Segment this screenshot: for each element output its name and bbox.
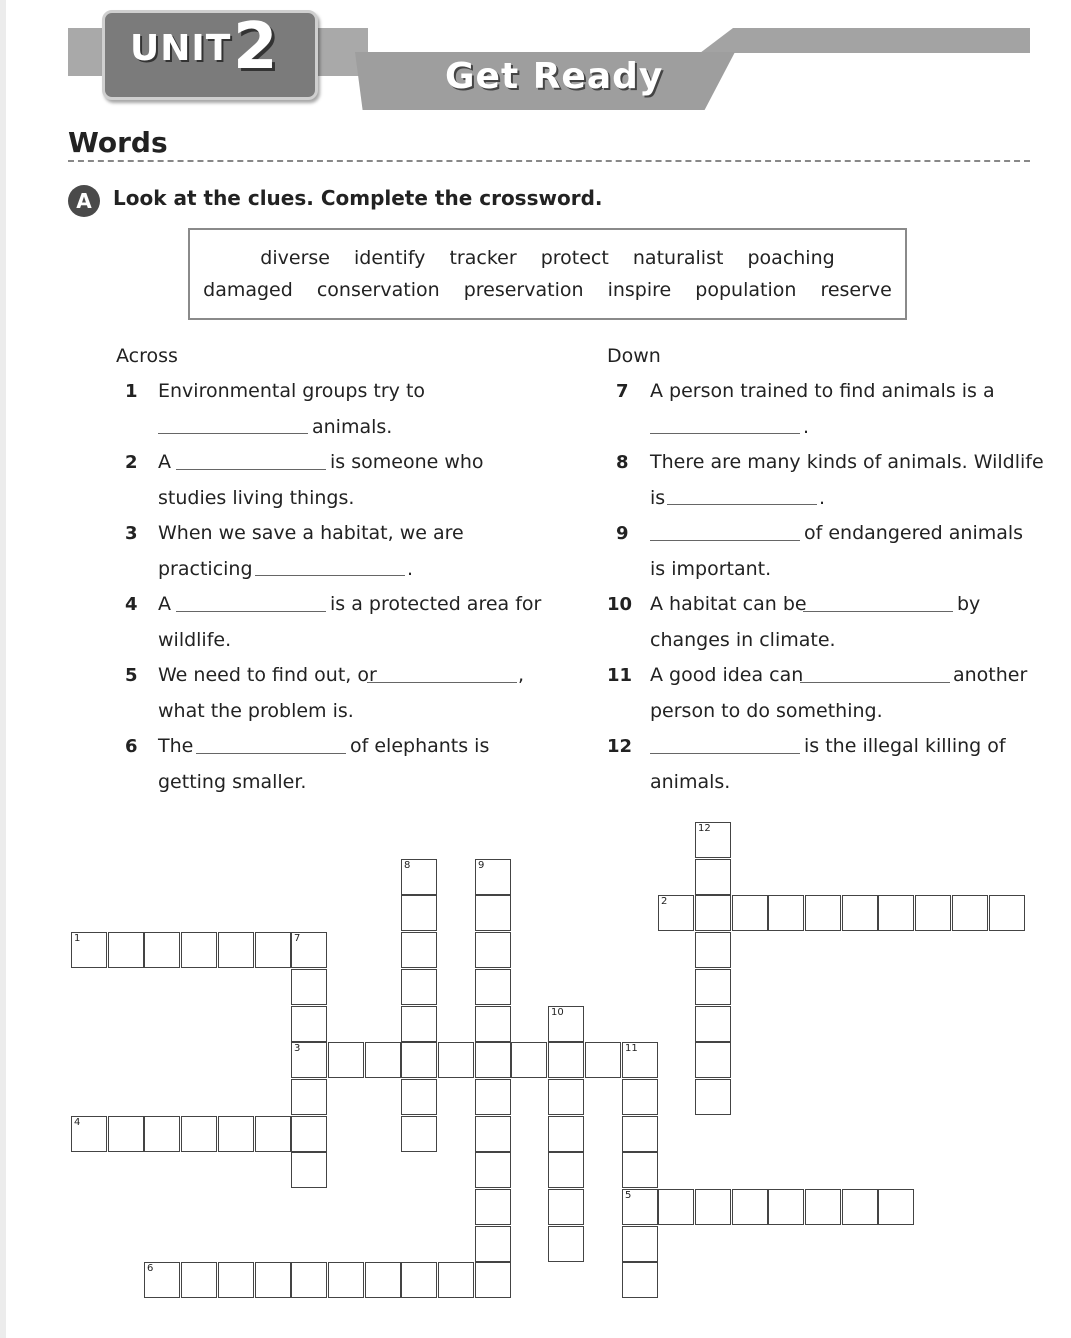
crossword-cell[interactable] xyxy=(548,1042,584,1078)
crossword-cell[interactable] xyxy=(622,1116,658,1152)
crossword-cell[interactable] xyxy=(622,1042,658,1078)
crossword-cell[interactable] xyxy=(805,1189,841,1225)
answer-blank[interactable] xyxy=(800,682,950,683)
crossword-cell[interactable] xyxy=(475,1116,511,1152)
clue-text: getting smaller. xyxy=(158,771,307,793)
clue-number: 7 xyxy=(616,381,629,402)
crossword-cell[interactable] xyxy=(695,969,731,1005)
clue-text: by xyxy=(957,593,981,615)
crossword-cell[interactable] xyxy=(658,1189,694,1225)
clue-number: 12 xyxy=(607,736,633,757)
lesson-title: Get Ready xyxy=(445,56,664,97)
clue-text: Environmental groups try to xyxy=(158,380,426,402)
clue-text: A xyxy=(158,593,171,615)
clue-number: 11 xyxy=(607,665,633,686)
word-bank-item: population xyxy=(695,279,797,301)
crossword-cell[interactable] xyxy=(475,1042,511,1078)
crossword-cell[interactable] xyxy=(255,932,291,968)
crossword-cell[interactable] xyxy=(548,1226,584,1262)
crossword-cell[interactable] xyxy=(291,1042,327,1078)
crossword-cell[interactable] xyxy=(658,895,694,931)
clue-text: what the problem is. xyxy=(158,700,354,722)
clue-text: A xyxy=(158,451,171,473)
clue-number: 9 xyxy=(616,523,629,544)
crossword-cell[interactable] xyxy=(475,969,511,1005)
clue-number: 10 xyxy=(607,594,633,615)
crossword-cell[interactable] xyxy=(181,932,217,968)
crossword-cell[interactable] xyxy=(511,1042,547,1078)
crossword-cell[interactable] xyxy=(71,1116,107,1152)
clue-text: There are many kinds of animals. Wildlife xyxy=(650,451,1044,473)
answer-blank[interactable] xyxy=(196,753,346,754)
crossword-cell[interactable] xyxy=(842,895,878,931)
banner-band-right xyxy=(700,28,1030,53)
word-bank-item: identify xyxy=(354,247,426,269)
crossword-cell[interactable] xyxy=(475,859,511,895)
word-bank-row-2 xyxy=(190,279,905,301)
crossword-cell[interactable] xyxy=(218,1116,254,1152)
clue-text: . xyxy=(819,487,826,509)
crossword-cell[interactable] xyxy=(732,1189,768,1225)
crossword-cell[interactable] xyxy=(401,1116,437,1152)
word-bank-item: reserve xyxy=(820,279,892,301)
clue-text: of endangered animals xyxy=(804,522,1024,544)
crossword-cell[interactable] xyxy=(144,1262,180,1298)
crossword-cell[interactable] xyxy=(695,859,731,895)
crossword-cell[interactable] xyxy=(548,1079,584,1115)
crossword-cell[interactable] xyxy=(475,1262,511,1298)
clue-text: The xyxy=(158,735,194,757)
clue-text: is the illegal killing of xyxy=(804,735,1006,757)
clue-text: . xyxy=(803,416,810,438)
crossword-cell[interactable] xyxy=(401,859,437,895)
clue-text: is important. xyxy=(650,558,772,580)
crossword-cell[interactable] xyxy=(401,1006,437,1042)
crossword-cell[interactable] xyxy=(365,1262,401,1298)
word-bank-item: inspire xyxy=(607,279,672,301)
crossword-cell[interactable] xyxy=(548,1189,584,1225)
clue-text: animals. xyxy=(312,416,393,438)
crossword-cell[interactable] xyxy=(548,1152,584,1188)
crossword-cell[interactable] xyxy=(695,895,731,931)
answer-blank[interactable] xyxy=(650,433,800,434)
crossword-cell[interactable] xyxy=(291,1152,327,1188)
crossword-cell[interactable] xyxy=(291,1006,327,1042)
word-bank-item: protect xyxy=(540,247,609,269)
crossword-cell[interactable] xyxy=(475,1079,511,1115)
crossword-cell[interactable] xyxy=(585,1042,621,1078)
word-bank-item: poaching xyxy=(747,247,835,269)
word-bank xyxy=(188,228,907,320)
crossword-cell[interactable] xyxy=(548,1116,584,1152)
crossword-cell-number: 6 xyxy=(147,1263,154,1274)
crossword-cell[interactable] xyxy=(108,1116,144,1152)
clue-text: of elephants is xyxy=(350,735,490,757)
crossword-cell[interactable] xyxy=(181,1116,217,1152)
crossword-cell-number: 1 xyxy=(74,933,81,944)
section-title: Words xyxy=(68,126,168,159)
across-heading: Across xyxy=(116,345,178,367)
crossword-cell[interactable] xyxy=(768,895,804,931)
word-bank-item: damaged xyxy=(203,279,293,301)
crossword-cell[interactable] xyxy=(695,1079,731,1115)
answer-blank[interactable] xyxy=(650,753,800,754)
crossword-cell[interactable] xyxy=(695,1189,731,1225)
answer-blank[interactable] xyxy=(803,611,953,612)
crossword-cell[interactable] xyxy=(181,1262,217,1298)
clue-number: 2 xyxy=(125,452,138,473)
answer-blank[interactable] xyxy=(367,682,517,683)
crossword-cell-number: 10 xyxy=(551,1007,564,1018)
crossword-cell[interactable] xyxy=(805,895,841,931)
crossword-cell[interactable] xyxy=(218,932,254,968)
page-edge xyxy=(0,0,6,1338)
section-divider xyxy=(68,160,1030,162)
crossword-cell[interactable] xyxy=(878,1189,914,1225)
crossword-cell[interactable] xyxy=(475,1152,511,1188)
answer-blank[interactable] xyxy=(158,433,308,434)
clue-text: is someone who xyxy=(330,451,484,473)
exercise-instruction: Look at the clues. Complete the crossword. xyxy=(113,186,603,210)
crossword-cell[interactable] xyxy=(328,1262,364,1298)
crossword-cell[interactable] xyxy=(438,1262,474,1298)
clue-text: changes in climate. xyxy=(650,629,836,651)
crossword-cell[interactable] xyxy=(475,895,511,931)
crossword-cell[interactable] xyxy=(695,1006,731,1042)
crossword-cell[interactable] xyxy=(622,1189,658,1225)
clue-number: 1 xyxy=(125,381,138,402)
crossword-cell[interactable] xyxy=(291,1262,327,1298)
crossword-cell[interactable] xyxy=(401,895,437,931)
crossword-cell[interactable] xyxy=(622,1152,658,1188)
crossword-cell[interactable] xyxy=(622,1226,658,1262)
crossword-cell[interactable] xyxy=(401,1042,437,1078)
crossword-cell[interactable] xyxy=(291,1079,327,1115)
crossword-cell[interactable] xyxy=(475,1006,511,1042)
crossword-cell[interactable] xyxy=(622,1079,658,1115)
clue-text: We need to find out, or xyxy=(158,664,377,686)
crossword-cell[interactable] xyxy=(475,932,511,968)
clue-text: studies living things. xyxy=(158,487,355,509)
crossword-cell[interactable] xyxy=(291,969,327,1005)
answer-blank[interactable] xyxy=(255,575,405,576)
crossword-cell[interactable] xyxy=(622,1262,658,1298)
crossword-cell[interactable] xyxy=(401,932,437,968)
crossword-cell[interactable] xyxy=(732,895,768,931)
word-bank-item: preservation xyxy=(463,279,584,301)
crossword-cell-number: 12 xyxy=(698,823,711,834)
crossword-cell[interactable] xyxy=(475,1226,511,1262)
clue-text: is xyxy=(650,487,666,509)
clue-text: A habitat can be xyxy=(650,593,807,615)
crossword-cell[interactable] xyxy=(548,1006,584,1042)
clue-number: 4 xyxy=(125,594,138,615)
word-bank-item: tracker xyxy=(449,247,517,269)
clue-text: A good idea can xyxy=(650,664,804,686)
clue-number: 6 xyxy=(125,736,138,757)
crossword-cell[interactable] xyxy=(291,932,327,968)
crossword-cell[interactable] xyxy=(255,1262,291,1298)
clue-number: 5 xyxy=(125,665,138,686)
clue-text: When we save a habitat, we are xyxy=(158,522,464,544)
word-bank-item: diverse xyxy=(260,247,330,269)
crossword-cell[interactable] xyxy=(842,1189,878,1225)
clue-text: practicing xyxy=(158,558,253,580)
crossword-cell-number: 5 xyxy=(625,1190,632,1201)
crossword-cell[interactable] xyxy=(878,895,914,931)
clue-text: wildlife. xyxy=(158,629,232,651)
crossword-cell[interactable] xyxy=(144,932,180,968)
clue-text: . xyxy=(407,558,414,580)
crossword-cell[interactable] xyxy=(401,969,437,1005)
clue-text: is a protected area for xyxy=(330,593,542,615)
crossword-cell-number: 4 xyxy=(74,1117,81,1128)
answer-blank[interactable] xyxy=(176,611,326,612)
crossword-cell[interactable] xyxy=(291,1116,327,1152)
crossword-cell-number: 7 xyxy=(294,933,301,944)
crossword-cell[interactable] xyxy=(71,932,107,968)
crossword-cell[interactable] xyxy=(144,1116,180,1152)
clue-text: animals. xyxy=(650,771,731,793)
crossword-cell[interactable] xyxy=(915,895,951,931)
crossword-cell[interactable] xyxy=(989,895,1025,931)
crossword-cell[interactable] xyxy=(365,1042,401,1078)
clue-text: , xyxy=(518,664,525,686)
answer-blank[interactable] xyxy=(176,469,326,470)
clue-number: 3 xyxy=(125,523,138,544)
crossword-cell-number: 2 xyxy=(661,896,668,907)
crossword-cell[interactable] xyxy=(218,1262,254,1298)
exercise-badge: A xyxy=(68,185,100,217)
crossword-cell[interactable] xyxy=(475,1189,511,1225)
clue-text: another xyxy=(953,664,1028,686)
crossword-cell-number: 11 xyxy=(625,1043,638,1054)
crossword-cell[interactable] xyxy=(108,932,144,968)
word-bank-row-1 xyxy=(190,247,905,269)
crossword-cell[interactable] xyxy=(695,822,731,858)
crossword-cell[interactable] xyxy=(695,1042,731,1078)
crossword-cell[interactable] xyxy=(952,895,988,931)
clue-number: 8 xyxy=(616,452,629,473)
crossword-cell[interactable] xyxy=(695,932,731,968)
down-heading: Down xyxy=(607,345,661,367)
unit-number: 2 xyxy=(233,10,278,84)
crossword-cell-number: 9 xyxy=(478,860,485,871)
crossword-cell-number: 3 xyxy=(294,1043,301,1054)
crossword-cell[interactable] xyxy=(328,1042,364,1078)
crossword-cell[interactable] xyxy=(401,1262,437,1298)
answer-blank[interactable] xyxy=(650,540,800,541)
crossword-cell[interactable] xyxy=(401,1079,437,1115)
crossword-cell[interactable] xyxy=(438,1042,474,1078)
answer-blank[interactable] xyxy=(667,504,817,505)
crossword-cell[interactable] xyxy=(255,1116,291,1152)
crossword-cell[interactable] xyxy=(768,1189,804,1225)
crossword-cell-number: 8 xyxy=(404,860,411,871)
word-bank-item: naturalist xyxy=(632,247,724,269)
clue-text: A person trained to find animals is a xyxy=(650,380,995,402)
clue-text: person to do something. xyxy=(650,700,883,722)
unit-label: UNIT xyxy=(130,28,232,69)
word-bank-item: conservation xyxy=(316,279,440,301)
